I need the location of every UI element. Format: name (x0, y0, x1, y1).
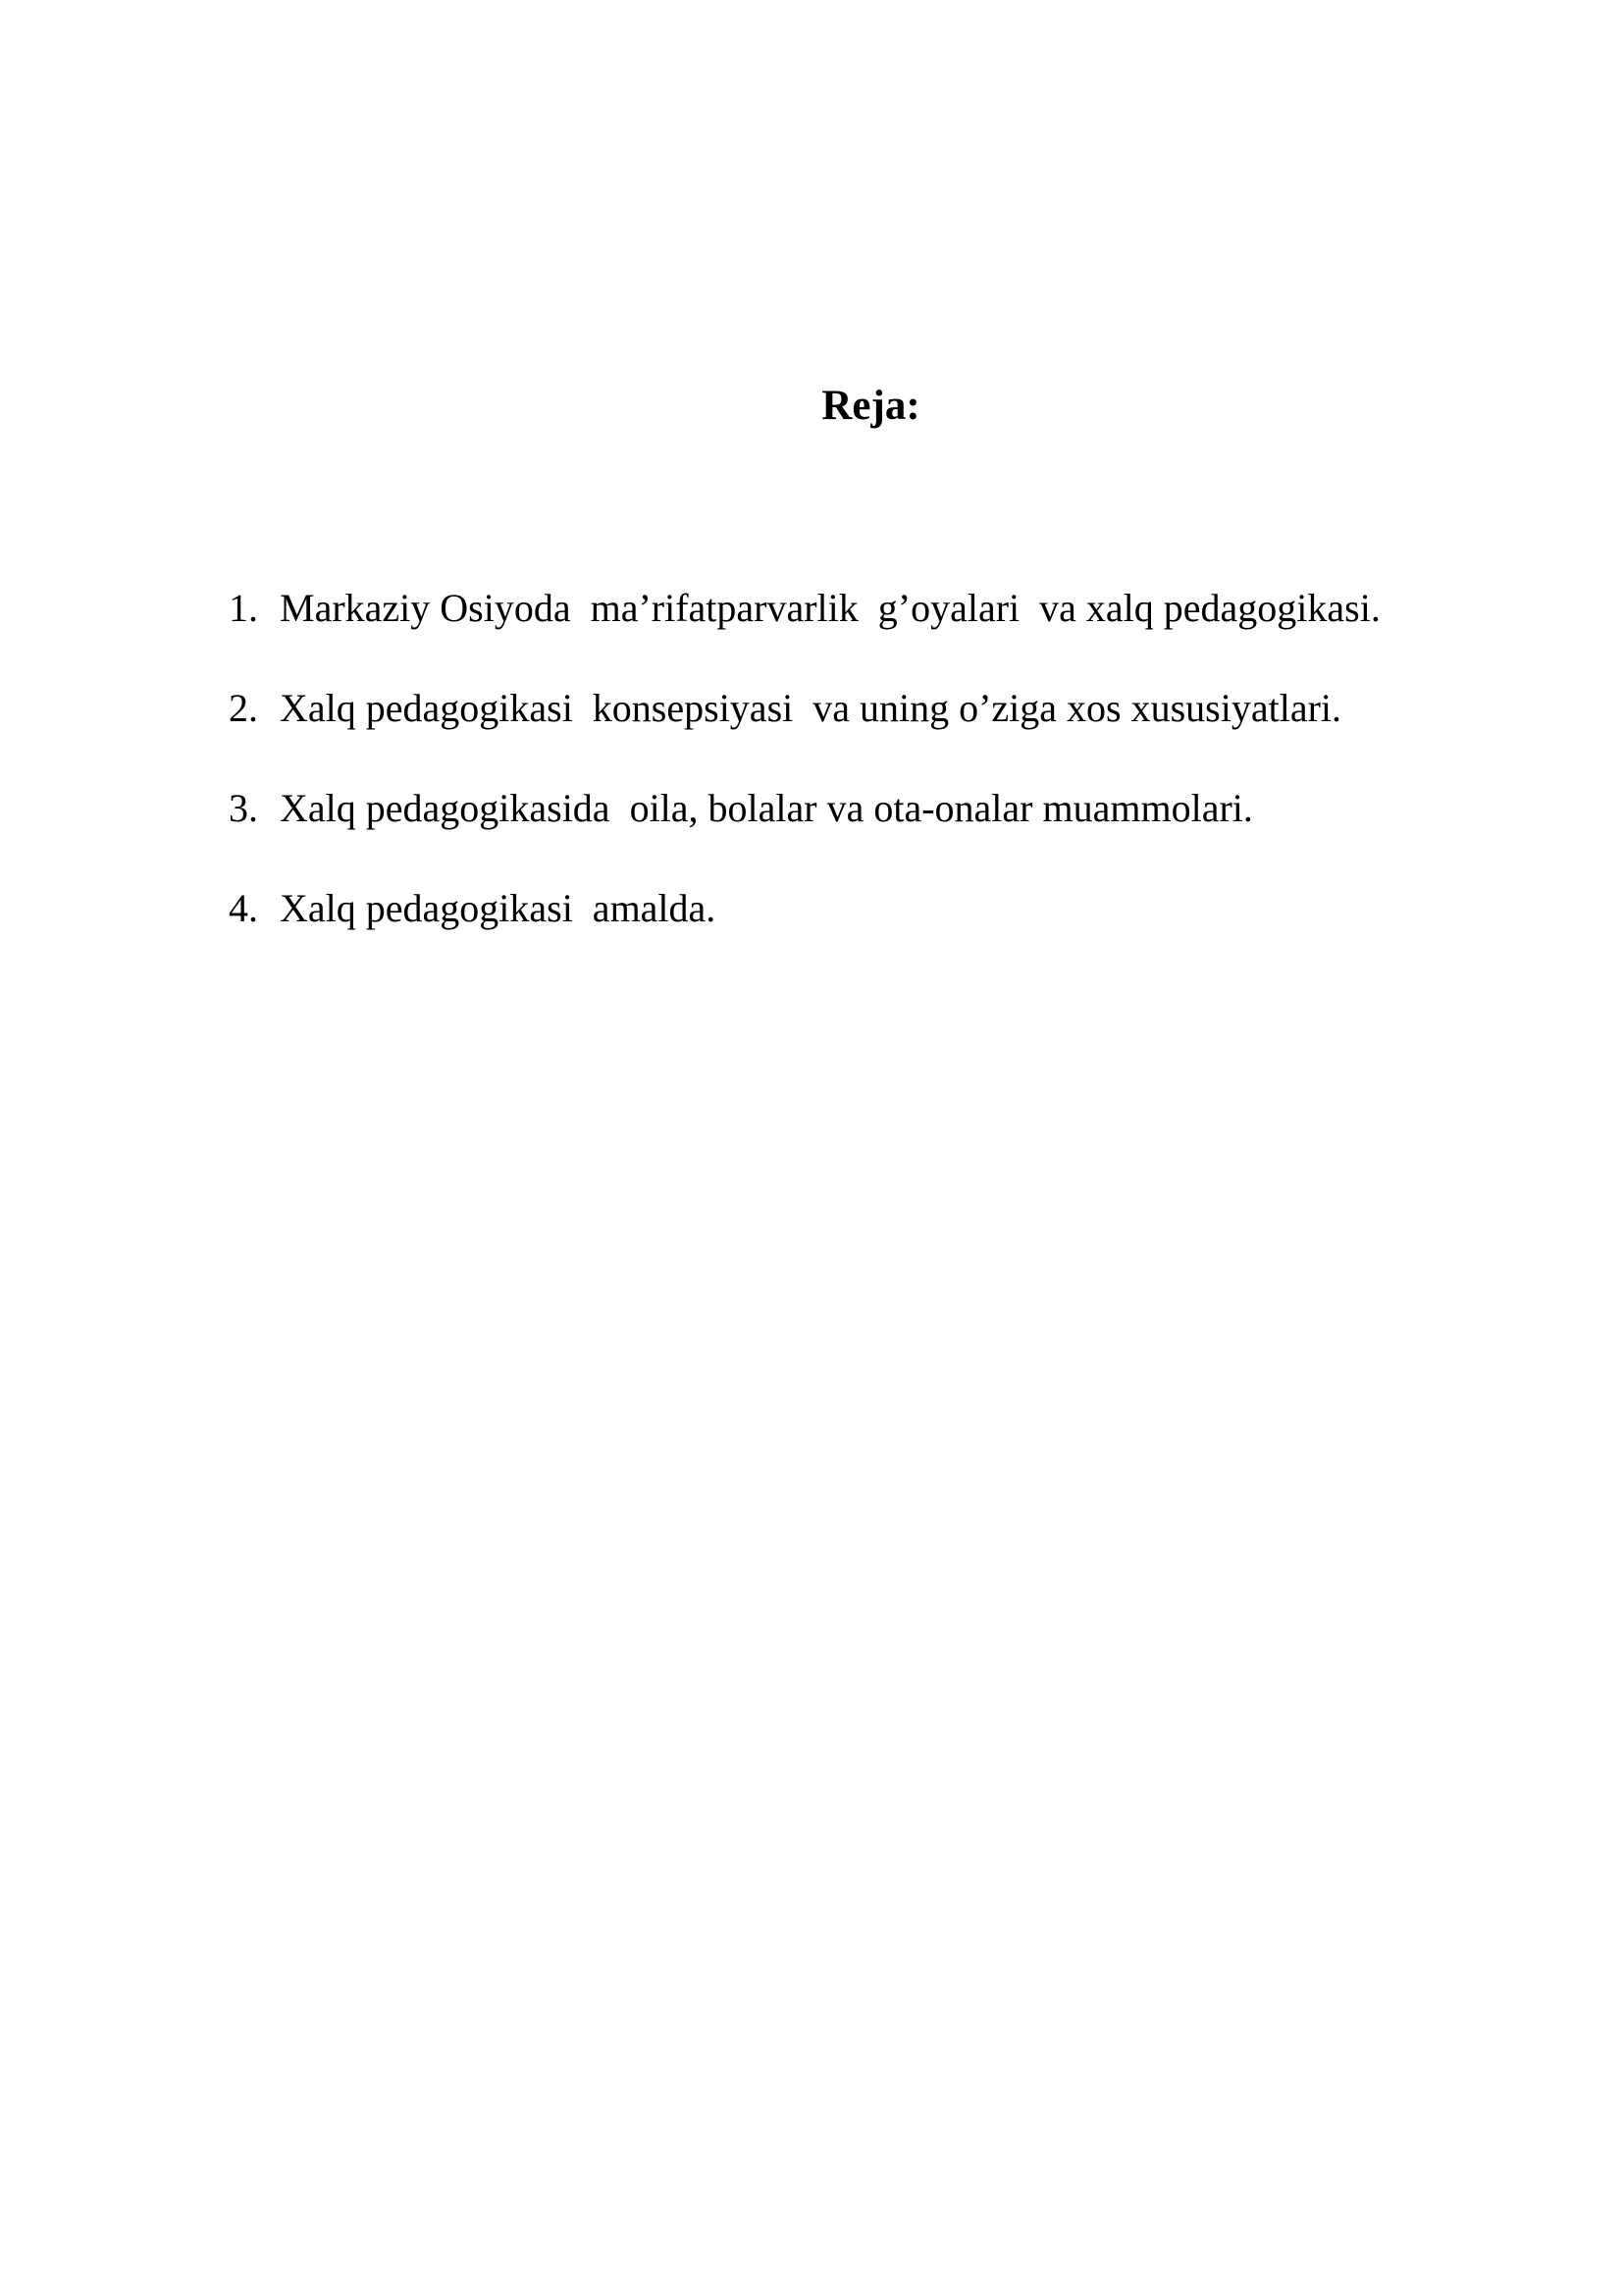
plan-item-number: 2. (229, 686, 258, 730)
plan-item-text: Markaziy Osiyoda ma’rifatparvarlik g’oyalari va xalq pedagogikasi. (280, 586, 1381, 630)
plan-item-3 (229, 779, 1544, 879)
plan-item-text: Xalq pedagogikasida oila, bolalar va ota-onalar muammolari. (280, 786, 1253, 830)
page-title: Reja: (821, 383, 920, 429)
plan-item-number: 4. (229, 886, 258, 930)
plan-item-1 (229, 579, 1544, 679)
plan-item-number: 1. (229, 586, 258, 630)
plan-item-4 (229, 879, 1544, 979)
plan-list (229, 579, 1544, 979)
plan-item-2 (229, 679, 1544, 779)
plan-item-text: Xalq pedagogikasi konsepsiyasi va uning o’ziga xos xususiyatlari. (280, 686, 1342, 730)
plan-item-text: Xalq pedagogikasi amalda. (280, 886, 716, 930)
plan-item-number: 3. (229, 786, 258, 830)
